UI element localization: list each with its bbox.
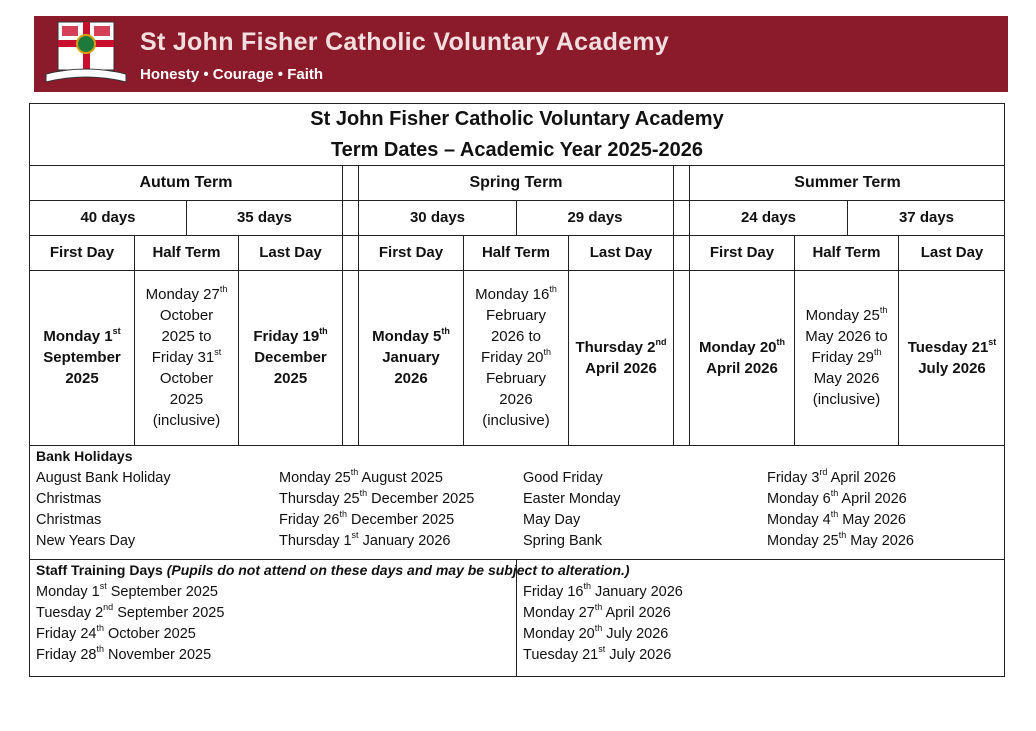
divider [30,445,1004,446]
school-banner [34,16,1008,92]
spring-last-day: Thursday 2nd April 2026 [575,336,667,377]
bank-holiday-name: Good Friday [523,470,603,486]
bank-holiday-date: Friday 26th December 2025 [279,509,455,528]
term-dates-document [29,103,1005,677]
bank-holiday-name: Christmas [36,512,102,528]
summer-days-first: 24 days [740,209,797,226]
summer-last-day-header: Last Day [920,244,984,261]
divider [30,559,1004,560]
school-motto: Honesty • Courage • Faith [140,66,324,83]
autumn-first-day: Monday 1st September 2025 [43,326,121,387]
bank-holiday-date: Thursday 1st January 2026 [279,530,451,549]
summer-half-term-header: Half Term [812,244,881,261]
spring-days-first: 30 days [409,209,466,226]
bank-holiday-date: Friday 3rd April 2026 [767,467,896,486]
staff-training-date: Friday 28th November 2025 [36,644,212,663]
summer-half-term: Monday 25th May 2026 to Friday 29th May 2026 (inclusive) [805,305,888,408]
bank-holiday-name: Spring Bank [523,533,602,549]
bank-holiday-date: Monday 25th May 2026 [767,530,914,549]
school-crest-icon [42,20,130,86]
staff-training-date: Monday 27th April 2026 [523,602,671,621]
bank-holiday-date: Monday 25th August 2025 [279,467,443,486]
spring-term-heading: Spring Term [469,174,563,191]
bank-holiday-date: Monday 4th May 2026 [767,509,906,528]
spring-last-day-header: Last Day [589,244,653,261]
divider [673,165,674,445]
autumn-last-day: Friday 19th December 2025 [253,326,328,387]
bank-holiday-date: Monday 6th April 2026 [767,488,907,507]
summer-first-day-header: First Day [709,244,775,261]
document-subtitle: Term Dates – Academic Year 2025-2026 [330,139,704,161]
staff-training-date: Friday 16th January 2026 [523,581,683,600]
school-name: St John Fisher Catholic Voluntary Academy [140,28,670,56]
divider [342,165,343,445]
autumn-half-term-header: Half Term [152,244,221,261]
summer-term-heading: Summer Term [794,174,901,191]
bank-holidays-heading: Bank Holidays [36,448,133,464]
summer-first-day: Monday 20th April 2026 [698,336,786,377]
spring-half-term-header: Half Term [481,244,551,261]
staff-training-date: Tuesday 21st July 2026 [523,644,672,663]
autumn-first-day-header: First Day [49,244,115,261]
staff-training-heading: Staff Training Days (Pupils do not attend on these days and may be subject to alteration.) [36,562,630,578]
staff-training-date: Friday 24th October 2025 [36,623,196,642]
staff-training-date: Monday 1st September 2025 [36,581,218,600]
spring-first-day-header: First Day [378,244,444,261]
autumn-days-first: 40 days [80,209,136,226]
document-title: St John Fisher Catholic Voluntary Academy [310,108,724,130]
autumn-term-heading: Autum Term [139,174,233,191]
staff-training-date: Monday 20th July 2026 [523,623,669,642]
autumn-days-second: 35 days [236,209,293,226]
bank-holiday-name: Easter Monday [523,491,621,507]
autumn-last-day-header: Last Day [259,244,322,261]
summer-last-day: Tuesday 21st July 2026 [907,336,997,377]
bank-holiday-name: May Day [523,512,581,528]
summer-days-second: 37 days [898,209,955,226]
bank-holiday-date: Thursday 25th December 2025 [279,488,475,507]
bank-holiday-name: Christmas [36,491,102,507]
bank-holiday-name: New Years Day [36,533,136,549]
spring-half-term: Monday 16th February 2026 to Friday 20th February 2026 (inclusive) [475,284,557,429]
spring-first-day: Monday 5th January 2026 [372,326,450,387]
bank-holiday-name: August Bank Holiday [36,470,171,486]
staff-training-date: Tuesday 2nd September 2025 [36,602,225,621]
spring-days-second: 29 days [567,209,623,226]
autumn-half-term: Monday 27th October 2025 to Friday 31st October 2025 (inclusive) [145,284,228,429]
